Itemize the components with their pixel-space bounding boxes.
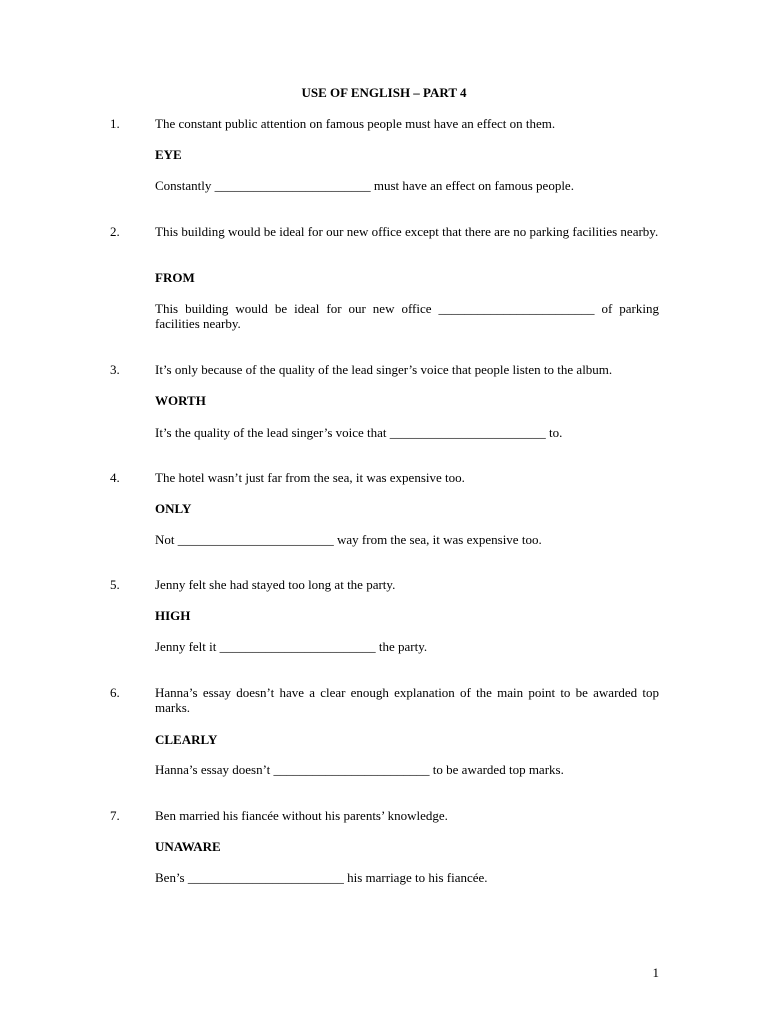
question-answer-line: Ben’s ________________________ his marriage to his fiancée. — [155, 870, 488, 885]
question-number: 4. — [110, 470, 120, 485]
question-number: 6. — [110, 685, 120, 700]
question-prompt: Ben married his fiancée without his parents’ knowledge. — [155, 808, 448, 823]
question-keyword: FROM — [155, 270, 195, 285]
question-prompt: The constant public attention on famous people must have an effect on them. — [155, 116, 556, 131]
question-prompt: This building would be ideal for our new office except that there are no parking facilities nearby. — [155, 224, 659, 239]
question-keyword: HIGH — [155, 608, 191, 623]
question-number: 7. — [110, 808, 120, 823]
page-title: USE OF ENGLISH – PART 4 — [301, 85, 467, 100]
question-number: 1. — [110, 116, 120, 131]
question-number: 3. — [110, 362, 120, 377]
question-number: 2. — [110, 224, 120, 239]
question-keyword: ONLY — [155, 501, 192, 516]
question-keyword: UNAWARE — [155, 839, 221, 854]
question-prompt: Jenny felt she had stayed too long at the party. — [155, 577, 396, 592]
question-number: 5. — [110, 577, 120, 592]
question-prompt: The hotel wasn’t just far from the sea, it was expensive too. — [155, 470, 465, 485]
question-keyword: CLEARLY — [155, 732, 218, 747]
question-keyword: EYE — [155, 147, 182, 162]
question-prompt: It’s only because of the quality of the lead singer’s voice that people listen to the album. — [155, 362, 613, 377]
page-number: 1 — [652, 965, 659, 980]
question-answer-line: Not ________________________ way from the sea, it was expensive too. — [155, 532, 542, 547]
question-answer-line: Hanna’s essay doesn’t ________________________ to be awarded top marks. — [155, 762, 564, 777]
question-prompt: Hanna’s essay doesn’t have a clear enough explanation of the main point to be awarded top marks. — [155, 685, 659, 715]
question-answer-line: Jenny felt it ________________________ the party. — [155, 639, 428, 654]
question-answer-line: This building would be ideal for our new office ________________________ of parking facilities nearby. — [155, 301, 659, 331]
question-answer-line: It’s the quality of the lead singer’s voice that ________________________ to. — [155, 425, 563, 440]
question-answer-line: Constantly ________________________ must have an effect on famous people. — [155, 178, 574, 193]
question-keyword: WORTH — [155, 393, 206, 408]
